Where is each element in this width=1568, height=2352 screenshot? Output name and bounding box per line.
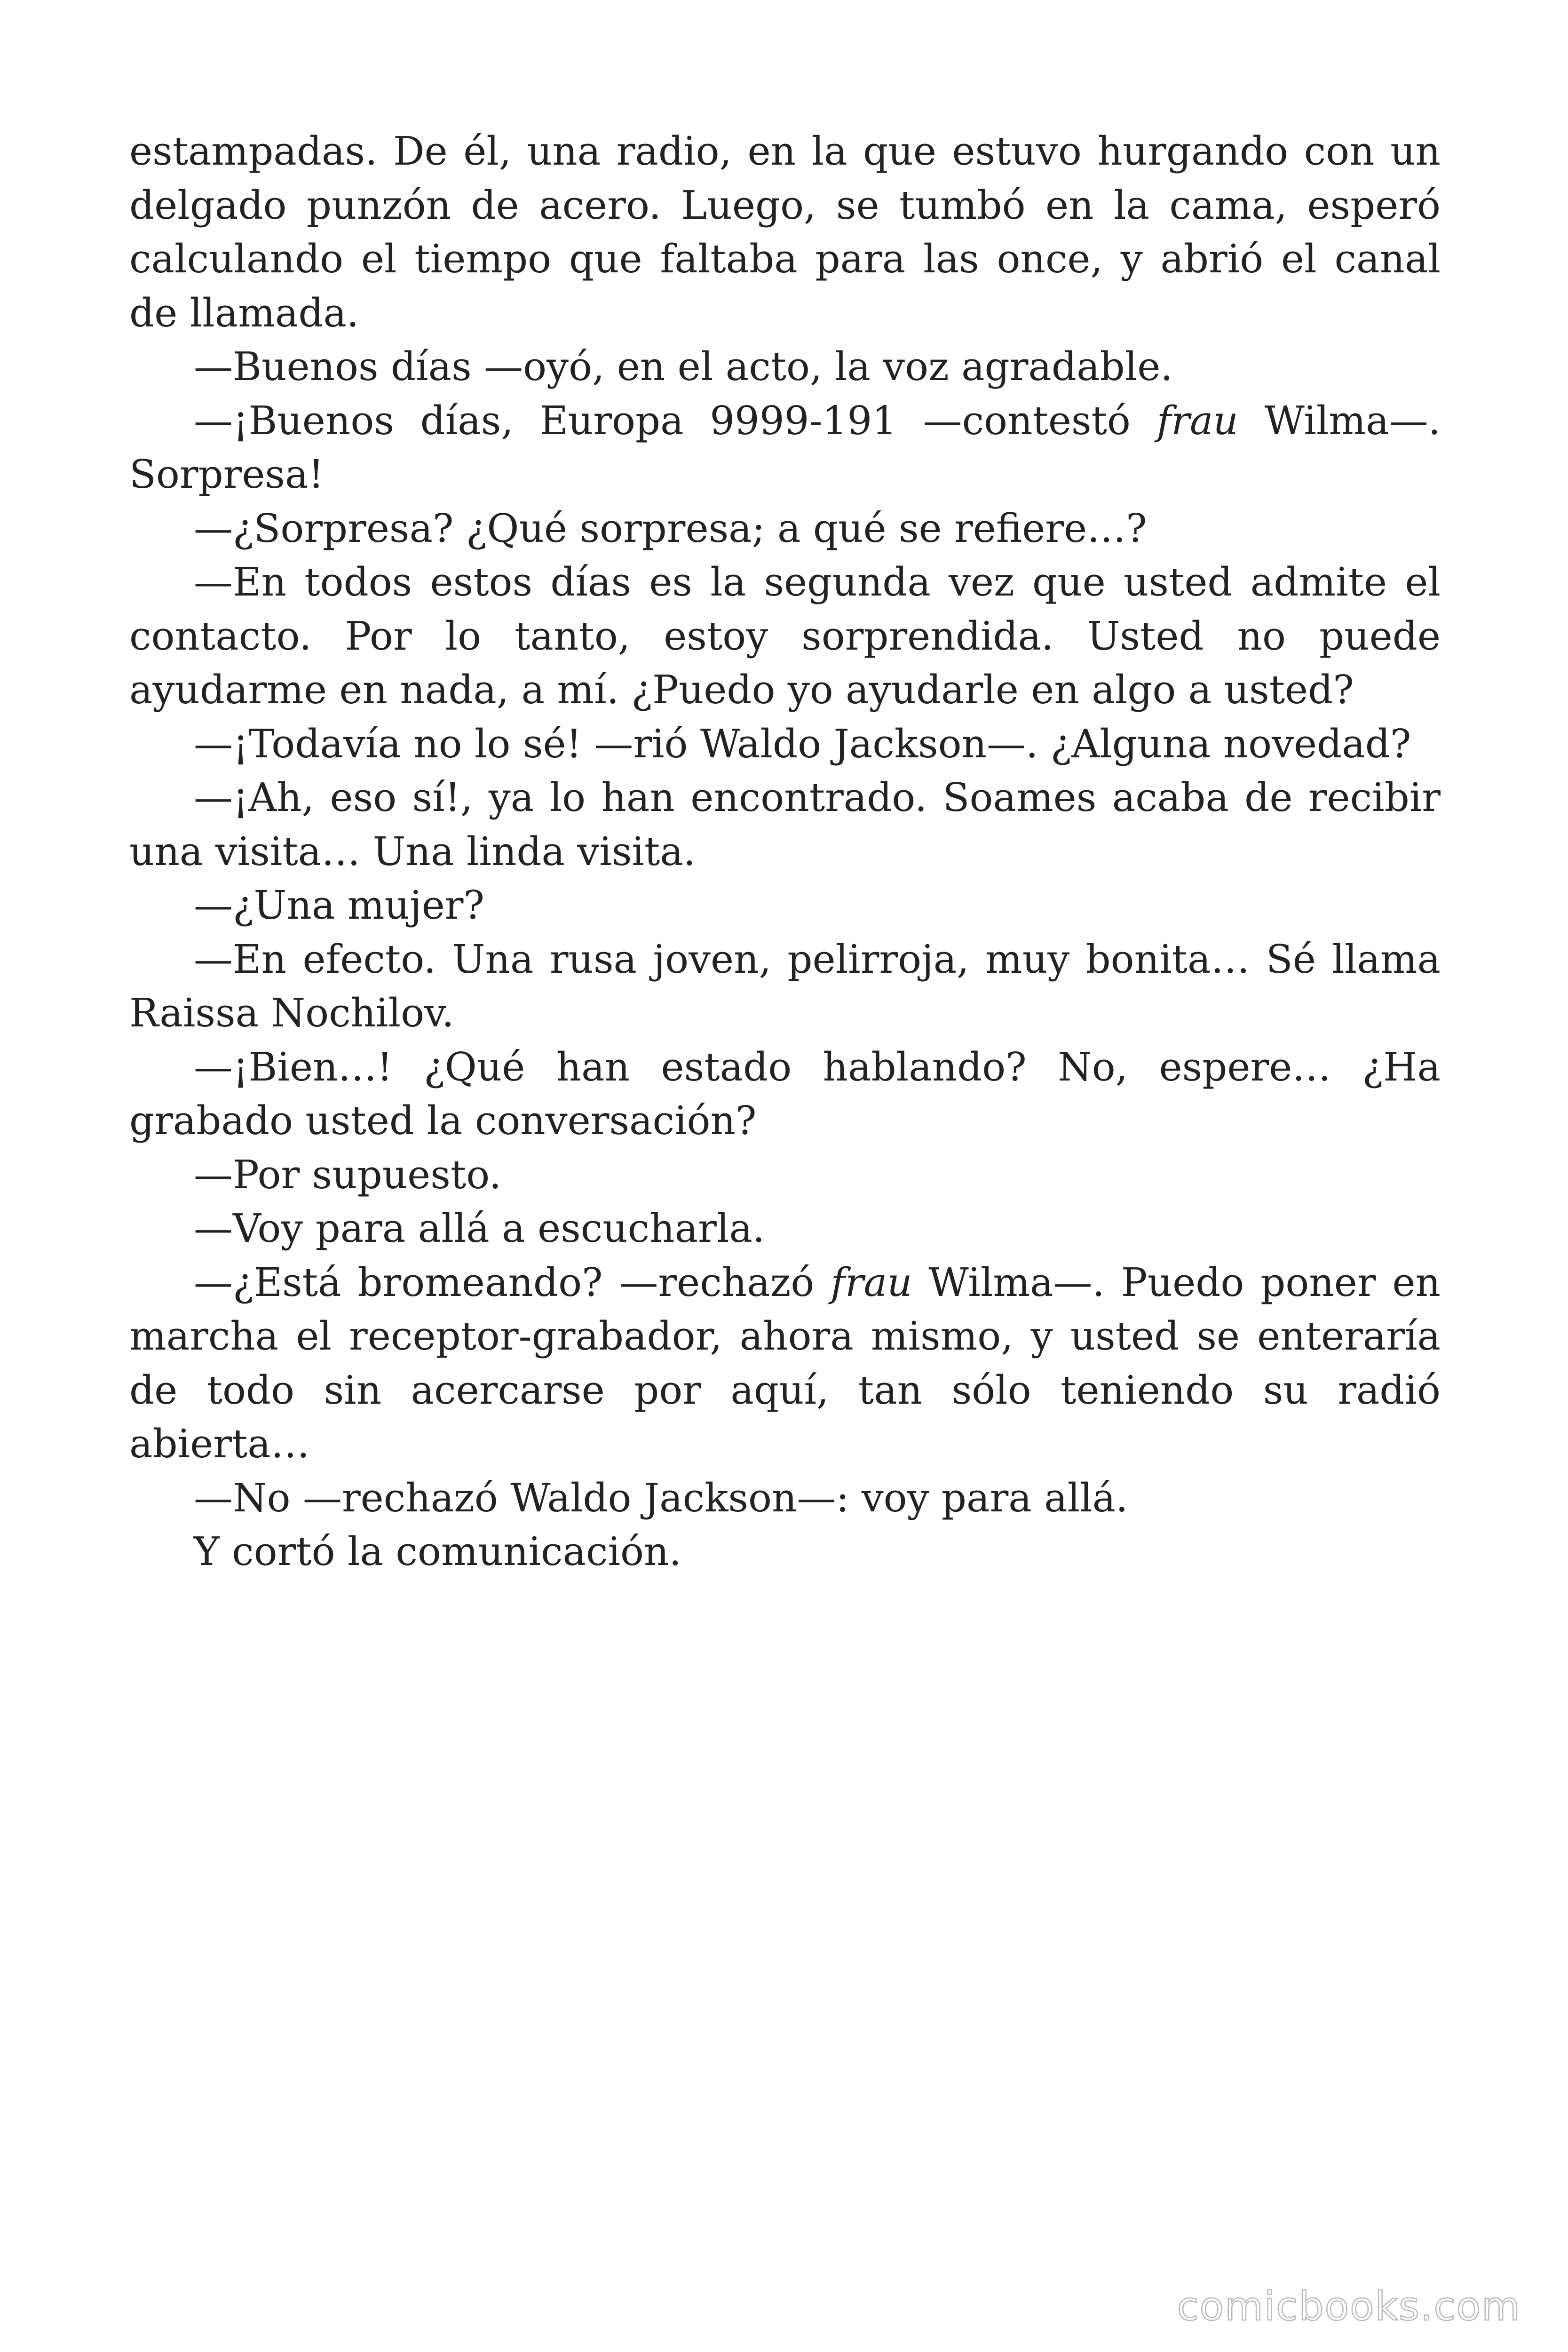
paragraph-text-before: —¿Está bromeando? —rechazó xyxy=(194,1259,831,1305)
paragraph-6 xyxy=(129,717,1441,771)
paragraph-text: —En efecto. Una rusa joven, pelirroja, muy bonita… Sé llama Raissa Nochilov. xyxy=(129,936,1441,1036)
paragraph-9 xyxy=(129,933,1441,1041)
paragraph-text: Y cortó la comunicación. xyxy=(194,1529,681,1574)
paragraph-8 xyxy=(129,879,1441,933)
paragraph-text: —Buenos días —oyó, en el acto, la voz agradable. xyxy=(194,344,1173,389)
paragraph-3 xyxy=(129,394,1441,502)
paragraph-text-after: Wilma—. Sorpresa! xyxy=(129,397,1441,497)
watermark-logo: comicbooks.com xyxy=(1177,2283,1521,2329)
paragraph-text: —¿Una mujer? xyxy=(194,882,484,928)
paragraph-13 xyxy=(129,1256,1441,1471)
paragraph-text: —¡Todavía no lo sé! —rió Waldo Jackson—. ¿Alguna novedad? xyxy=(194,721,1411,767)
paragraph-10 xyxy=(129,1041,1441,1148)
page-body xyxy=(129,125,1441,1579)
paragraph-text: estampadas. De él, una radio, en la que estuvo hurgando con un delgado punzón de acero. Luego, se tumbó en la cama, esperó calculando el tiempo que faltaba para las once, y abrió el canal de llamada. xyxy=(129,128,1441,336)
paragraph-text: —¡Bien…! ¿Qué han estado hablando? No, espere… ¿Ha grabado usted la conversación? xyxy=(129,1044,1441,1144)
italic-word: frau xyxy=(1156,397,1238,444)
italic-word: frau xyxy=(831,1259,912,1305)
paragraph-15 xyxy=(129,1525,1441,1579)
paragraph-5 xyxy=(129,556,1441,717)
paragraph-text: —¡Ah, eso sí!, ya lo han encontrado. Soames acaba de recibir una visita… Una linda visita. xyxy=(129,775,1441,874)
paragraph-14 xyxy=(129,1471,1441,1526)
paragraph-12 xyxy=(129,1202,1441,1256)
paragraph-7 xyxy=(129,771,1441,879)
paragraph-text: —En todos estos días es la segunda vez que usted admite el contacto. Por lo tanto, estoy sorprendida. Usted no puede ayudarme en nada, a mí. ¿Puedo yo ayudarle en algo a usted? xyxy=(129,559,1441,713)
paragraph-text: —Voy para allá a escucharla. xyxy=(194,1206,765,1251)
paragraph-1 xyxy=(129,125,1441,340)
paragraph-11 xyxy=(129,1148,1441,1202)
paragraph-4 xyxy=(129,502,1441,556)
paragraph-2 xyxy=(129,340,1441,394)
paragraph-text-before: —¡Buenos días, Europa 9999-191 —contestó xyxy=(194,397,1157,444)
paragraph-text: —Por supuesto. xyxy=(194,1152,502,1198)
paragraph-text-after: Wilma—. Puedo poner en marcha el receptor-grabador, ahora mismo, y usted se enteraría de todo sin acercarse por aquí, tan sólo teniendo su radió abierta… xyxy=(129,1259,1441,1467)
paragraph-text: —No —rechazó Waldo Jackson—: voy para allá. xyxy=(194,1475,1128,1521)
paragraph-text: —¿Sorpresa? ¿Qué sorpresa; a qué se refiere…? xyxy=(194,505,1147,551)
